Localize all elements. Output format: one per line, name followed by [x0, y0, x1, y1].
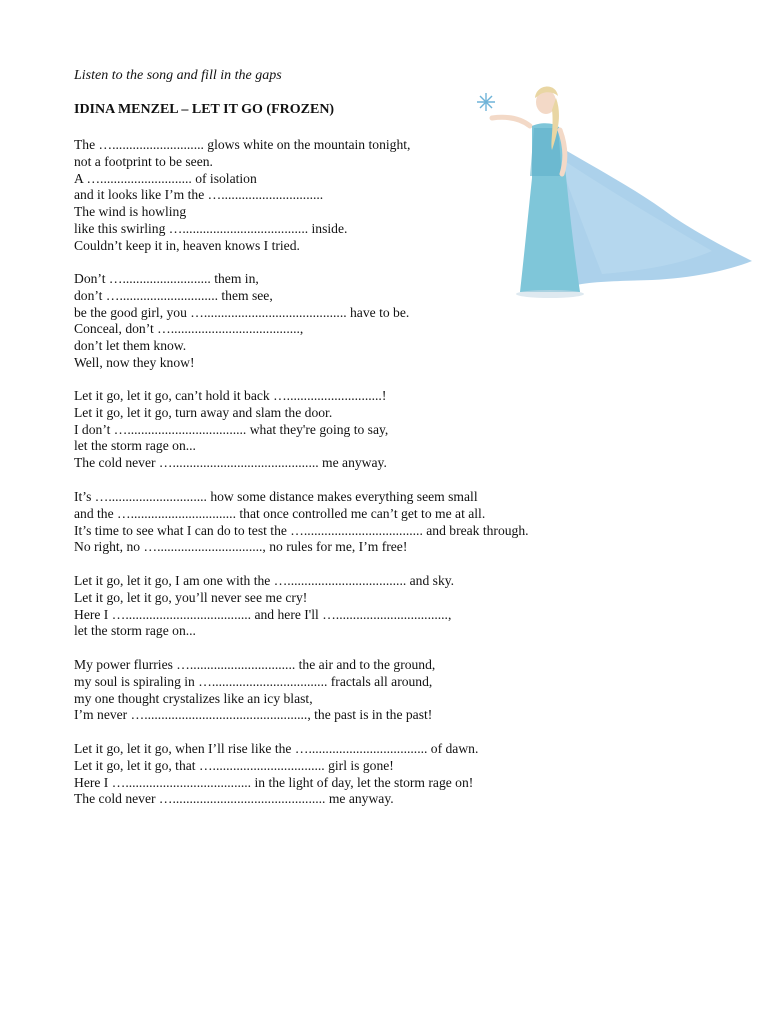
lyric-line: A …........................... of isolation — [74, 170, 257, 186]
lyric-line: My power flurries …............................... the air and to the ground, — [74, 657, 436, 672]
lyric-line: Here I …..................................... in the light of day, let the storm rage on! — [74, 774, 474, 790]
lyric-line: let the storm rage on... — [74, 623, 196, 639]
lyric-line: It’s …............................. how some distance makes everything seem small — [74, 489, 478, 504]
lyric-line: No right, no …..............................., no rules for me, I’m free! — [74, 539, 408, 555]
lyric-line: Couldn’t keep it in, heaven knows I tried. — [74, 237, 300, 253]
lyric-line: The cold never …............................................. me anyway. — [74, 791, 394, 807]
lyric-line: Don’t ….......................... them in, — [74, 271, 259, 286]
lyric-line: Let it go, let it go, turn away and slam the door. — [74, 404, 333, 420]
lyric-line: Conceal, don’t …......................................, — [74, 321, 304, 337]
lyric-line: don’t let them know. — [74, 338, 187, 354]
lyric-line: I’m never …................................................, the past is in the past! — [74, 707, 433, 723]
lyric-line: Let it go, let it go, can’t hold it back …............................! — [74, 388, 387, 403]
lyric-line: Well, now they know! — [74, 354, 195, 370]
lyric-line: I don’t …................................... what they're going to say, — [74, 421, 389, 437]
lyric-line: The wind is howling — [74, 204, 187, 220]
lyric-line: be the good girl, you ….......................................... have to be. — [74, 304, 410, 320]
lyric-line: Let it go, let it go, I am one with the …................................... and sky. — [74, 573, 455, 588]
song-title: IDINA MENZEL – LET IT GO (FROZEN) — [74, 102, 335, 117]
instruction-text: Listen to the song and fill in the gaps — [74, 68, 282, 83]
stanza-2 — [74, 271, 409, 372]
stanza-3 — [74, 388, 388, 472]
stanza-4 — [74, 489, 529, 556]
lyric-line: like this swirling …..................................... inside. — [74, 220, 348, 236]
elsa-figure-icon — [462, 66, 762, 306]
stanza-6 — [74, 657, 435, 724]
stanza-1 — [74, 137, 410, 255]
lyric-line: my one thought crystalizes like an icy blast, — [74, 690, 313, 706]
lyric-line: Let it go, let it go, that …................................. girl is gone! — [74, 757, 394, 773]
stanza-5 — [74, 573, 454, 640]
lyric-line: my soul is spiraling in ….................................. fractals all around, — [74, 673, 433, 689]
lyric-line: Let it go, let it go, you’ll never see me cry! — [74, 589, 308, 605]
lyric-line: and it looks like I’m the ….............................. — [74, 187, 324, 203]
lyric-line: The cold never …........................................... me anyway. — [74, 455, 387, 471]
lyric-line: The …........................... glows white on the mountain tonight, — [74, 137, 411, 152]
lyric-line: and the …............................... that once controlled me can’t get to me at all. — [74, 505, 486, 521]
lyric-line: not a footprint to be seen. — [74, 153, 213, 169]
lyric-line: Here I …..................................... and here I'll …................................., — [74, 606, 452, 622]
lyric-line: don’t …............................. them see, — [74, 287, 273, 303]
lyric-line: let the storm rage on... — [74, 438, 196, 454]
stanza-7 — [74, 741, 478, 808]
lyric-line: Let it go, let it go, when I’ll rise like the …................................... of dawn. — [74, 741, 479, 756]
lyric-line: It’s time to see what I can do to test the …................................... and break through. — [74, 522, 529, 538]
